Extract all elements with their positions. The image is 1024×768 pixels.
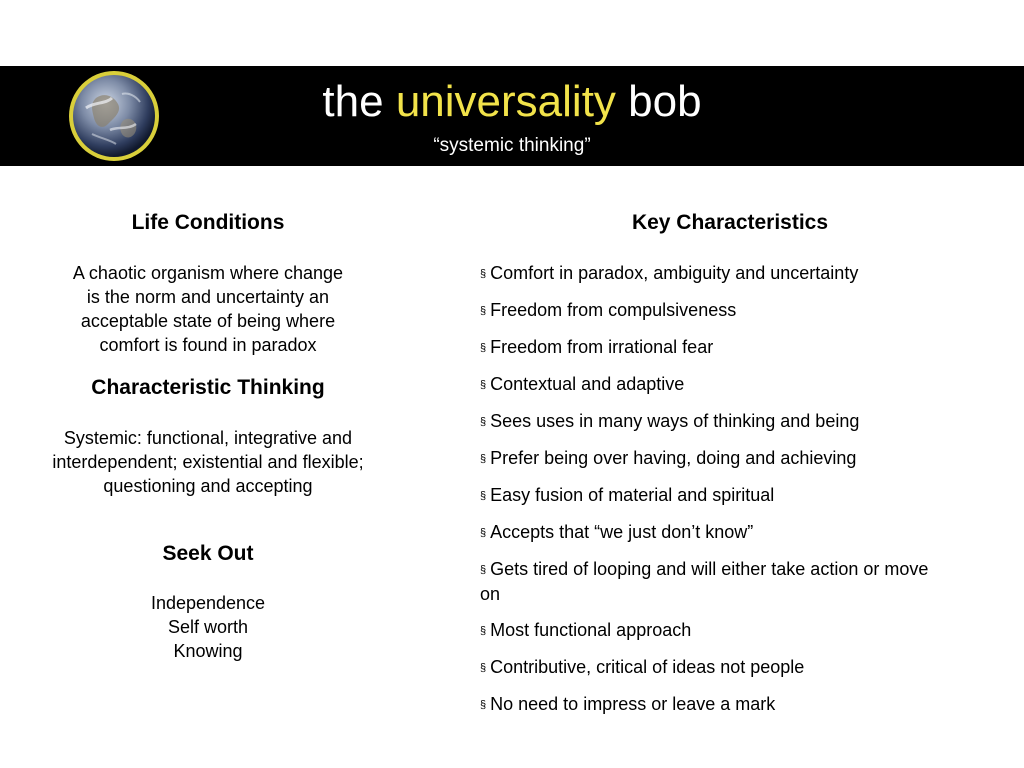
- bullet-marker: §: [480, 342, 487, 354]
- list-item-text: Freedom from irrational fear: [490, 337, 714, 357]
- list-item: [480, 335, 950, 360]
- list-item-text: No need to impress or leave a mark: [490, 694, 776, 714]
- list-item-text: Easy fusion of material and spiritual: [490, 485, 775, 505]
- list-item: [480, 298, 950, 323]
- list-item: [480, 655, 950, 680]
- list-item: [480, 557, 950, 606]
- key-characteristics-list: [480, 261, 950, 729]
- list-item-text: Most functional approach: [490, 620, 692, 640]
- text-line: is the norm and uncertainty an: [86, 287, 330, 307]
- text-line: Self worth: [167, 617, 249, 637]
- list-item-text: Prefer being over having, doing and achieving: [490, 448, 857, 468]
- title-accent: universality: [395, 77, 616, 126]
- bullet-marker: §: [480, 527, 487, 539]
- list-item-text: Contextual and adaptive: [490, 374, 685, 394]
- list-item: [480, 372, 950, 397]
- bullet-marker: §: [480, 268, 487, 280]
- bullet-marker: §: [480, 379, 487, 391]
- life-conditions-text: [28, 261, 388, 357]
- key-characteristics-heading: Key Characteristics: [631, 211, 829, 234]
- text-line: Systemic: functional, integrative and: [63, 428, 353, 448]
- bullet-marker: §: [480, 625, 487, 637]
- title-banner: [0, 66, 1024, 166]
- list-item: [480, 618, 950, 643]
- text-line: interdependent; existential and flexible;: [52, 452, 364, 472]
- list-item: [480, 520, 950, 545]
- seek-out-list: [58, 591, 358, 663]
- list-item-text: Freedom from compulsiveness: [490, 300, 737, 320]
- list-item-text: Sees uses in many ways of thinking and being: [490, 411, 860, 431]
- bullet-marker: §: [480, 662, 487, 674]
- characteristic-thinking-heading: Characteristic Thinking: [91, 376, 325, 399]
- characteristic-thinking-text: [18, 426, 398, 498]
- bullet-marker: §: [480, 564, 487, 576]
- list-item: [480, 483, 950, 508]
- text-line: Independence: [150, 593, 266, 613]
- title-prefix: the: [322, 77, 384, 126]
- bullet-marker: §: [480, 453, 487, 465]
- text-line: comfort is found in paradox: [99, 335, 317, 355]
- list-item-text: Comfort in paradox, ambiguity and uncertainty: [490, 263, 859, 283]
- page-subtitle: “systemic thinking”: [433, 135, 591, 156]
- seek-out-heading: Seek Out: [162, 542, 254, 565]
- bullet-marker: §: [480, 305, 487, 317]
- bullet-marker: §: [480, 490, 487, 502]
- page-title: [0, 78, 1024, 126]
- list-item-text: Accepts that “we just don’t know”: [490, 522, 754, 542]
- list-item-text: Contributive, critical of ideas not people: [490, 657, 805, 677]
- list-item: [480, 409, 950, 434]
- list-item: [480, 261, 950, 286]
- title-suffix: bob: [628, 77, 702, 126]
- text-line: acceptable state of being where: [80, 311, 336, 331]
- life-conditions-heading: Life Conditions: [131, 211, 285, 234]
- text-line: A chaotic organism where change: [72, 263, 344, 283]
- text-line: Knowing: [173, 641, 243, 661]
- list-item: [480, 692, 950, 717]
- list-item: [480, 446, 950, 471]
- text-line: questioning and accepting: [103, 476, 313, 496]
- bullet-marker: §: [480, 416, 487, 428]
- list-item-text: Gets tired of looping and will either take action or move on: [480, 559, 929, 604]
- bullet-marker: §: [480, 699, 487, 711]
